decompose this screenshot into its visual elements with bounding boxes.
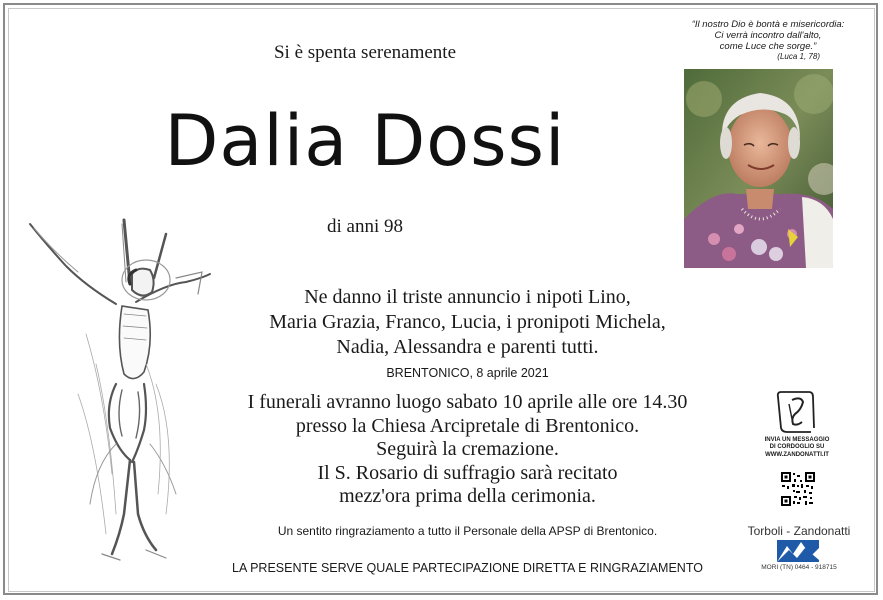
- agency-contact: MORI (TN) 0464 - 918715: [761, 564, 837, 571]
- place-date: BRENTONICO, 8 aprile 2021: [386, 366, 549, 380]
- intro-text: Si è spenta serenamente: [273, 42, 456, 63]
- quote-line: “Il nostro Dio è bontà e misericordia:: [691, 19, 845, 30]
- funeral-line: Il S. Rosario di suffragio sarà recitato: [317, 461, 618, 484]
- announcement-line: Nadia, Alessandra e parenti tutti.: [336, 336, 599, 358]
- funeral-line: presso la Chiesa Arcipretale di Brentonico.: [295, 414, 640, 437]
- announcement-line: Maria Grazia, Franco, Lucia, i pronipoti Michela,: [269, 311, 666, 333]
- funeral-line: Seguirà la cremazione.: [376, 438, 559, 460]
- funeral-details: [200, 391, 735, 509]
- age-text: di anni 98: [327, 216, 403, 237]
- qr-code-icon[interactable]: [780, 471, 816, 507]
- announcement-text: [200, 285, 735, 360]
- deceased-name: Dalia Dossi: [164, 100, 566, 182]
- bible-quote: [662, 19, 874, 52]
- crucifix-sketch: [26, 214, 216, 569]
- quote-line: come Luce che sorge.”: [719, 41, 817, 52]
- thanks-text: Un sentito ringraziamento a tutto il Personale della APSP di Brentonico.: [277, 524, 658, 538]
- footer-text: LA PRESENTE SERVE QUALE PARTECIPAZIONE DIRETTA E RINGRAZIAMENTO: [232, 561, 703, 575]
- condolence-message-link[interactable]: [740, 437, 854, 459]
- mountain-logo-icon: [777, 540, 819, 562]
- agency-name: Torboli - Zandonatti: [747, 524, 851, 538]
- funeral-line: I funerali avranno luogo sabato 10 aprile alle ore 14.30: [247, 391, 688, 413]
- condolence-line: DI CORDOGLIO SU: [769, 444, 825, 451]
- quote-line: Ci verrà incontro dall'alto,: [714, 30, 822, 41]
- quote-reference: (Luca 1, 78): [777, 52, 820, 61]
- portrait-photo: [684, 69, 833, 268]
- funeral-line: mezz'ora prima della cerimonia.: [339, 485, 596, 507]
- scroll-letter-icon[interactable]: [775, 388, 817, 434]
- condolence-line: INVIA UN MESSAGGIO: [764, 437, 830, 443]
- announcement-line: Ne danno il triste annuncio i nipoti Lino,: [304, 286, 631, 308]
- condolence-line[interactable]: WWW.ZANDONATTI.IT: [765, 451, 829, 458]
